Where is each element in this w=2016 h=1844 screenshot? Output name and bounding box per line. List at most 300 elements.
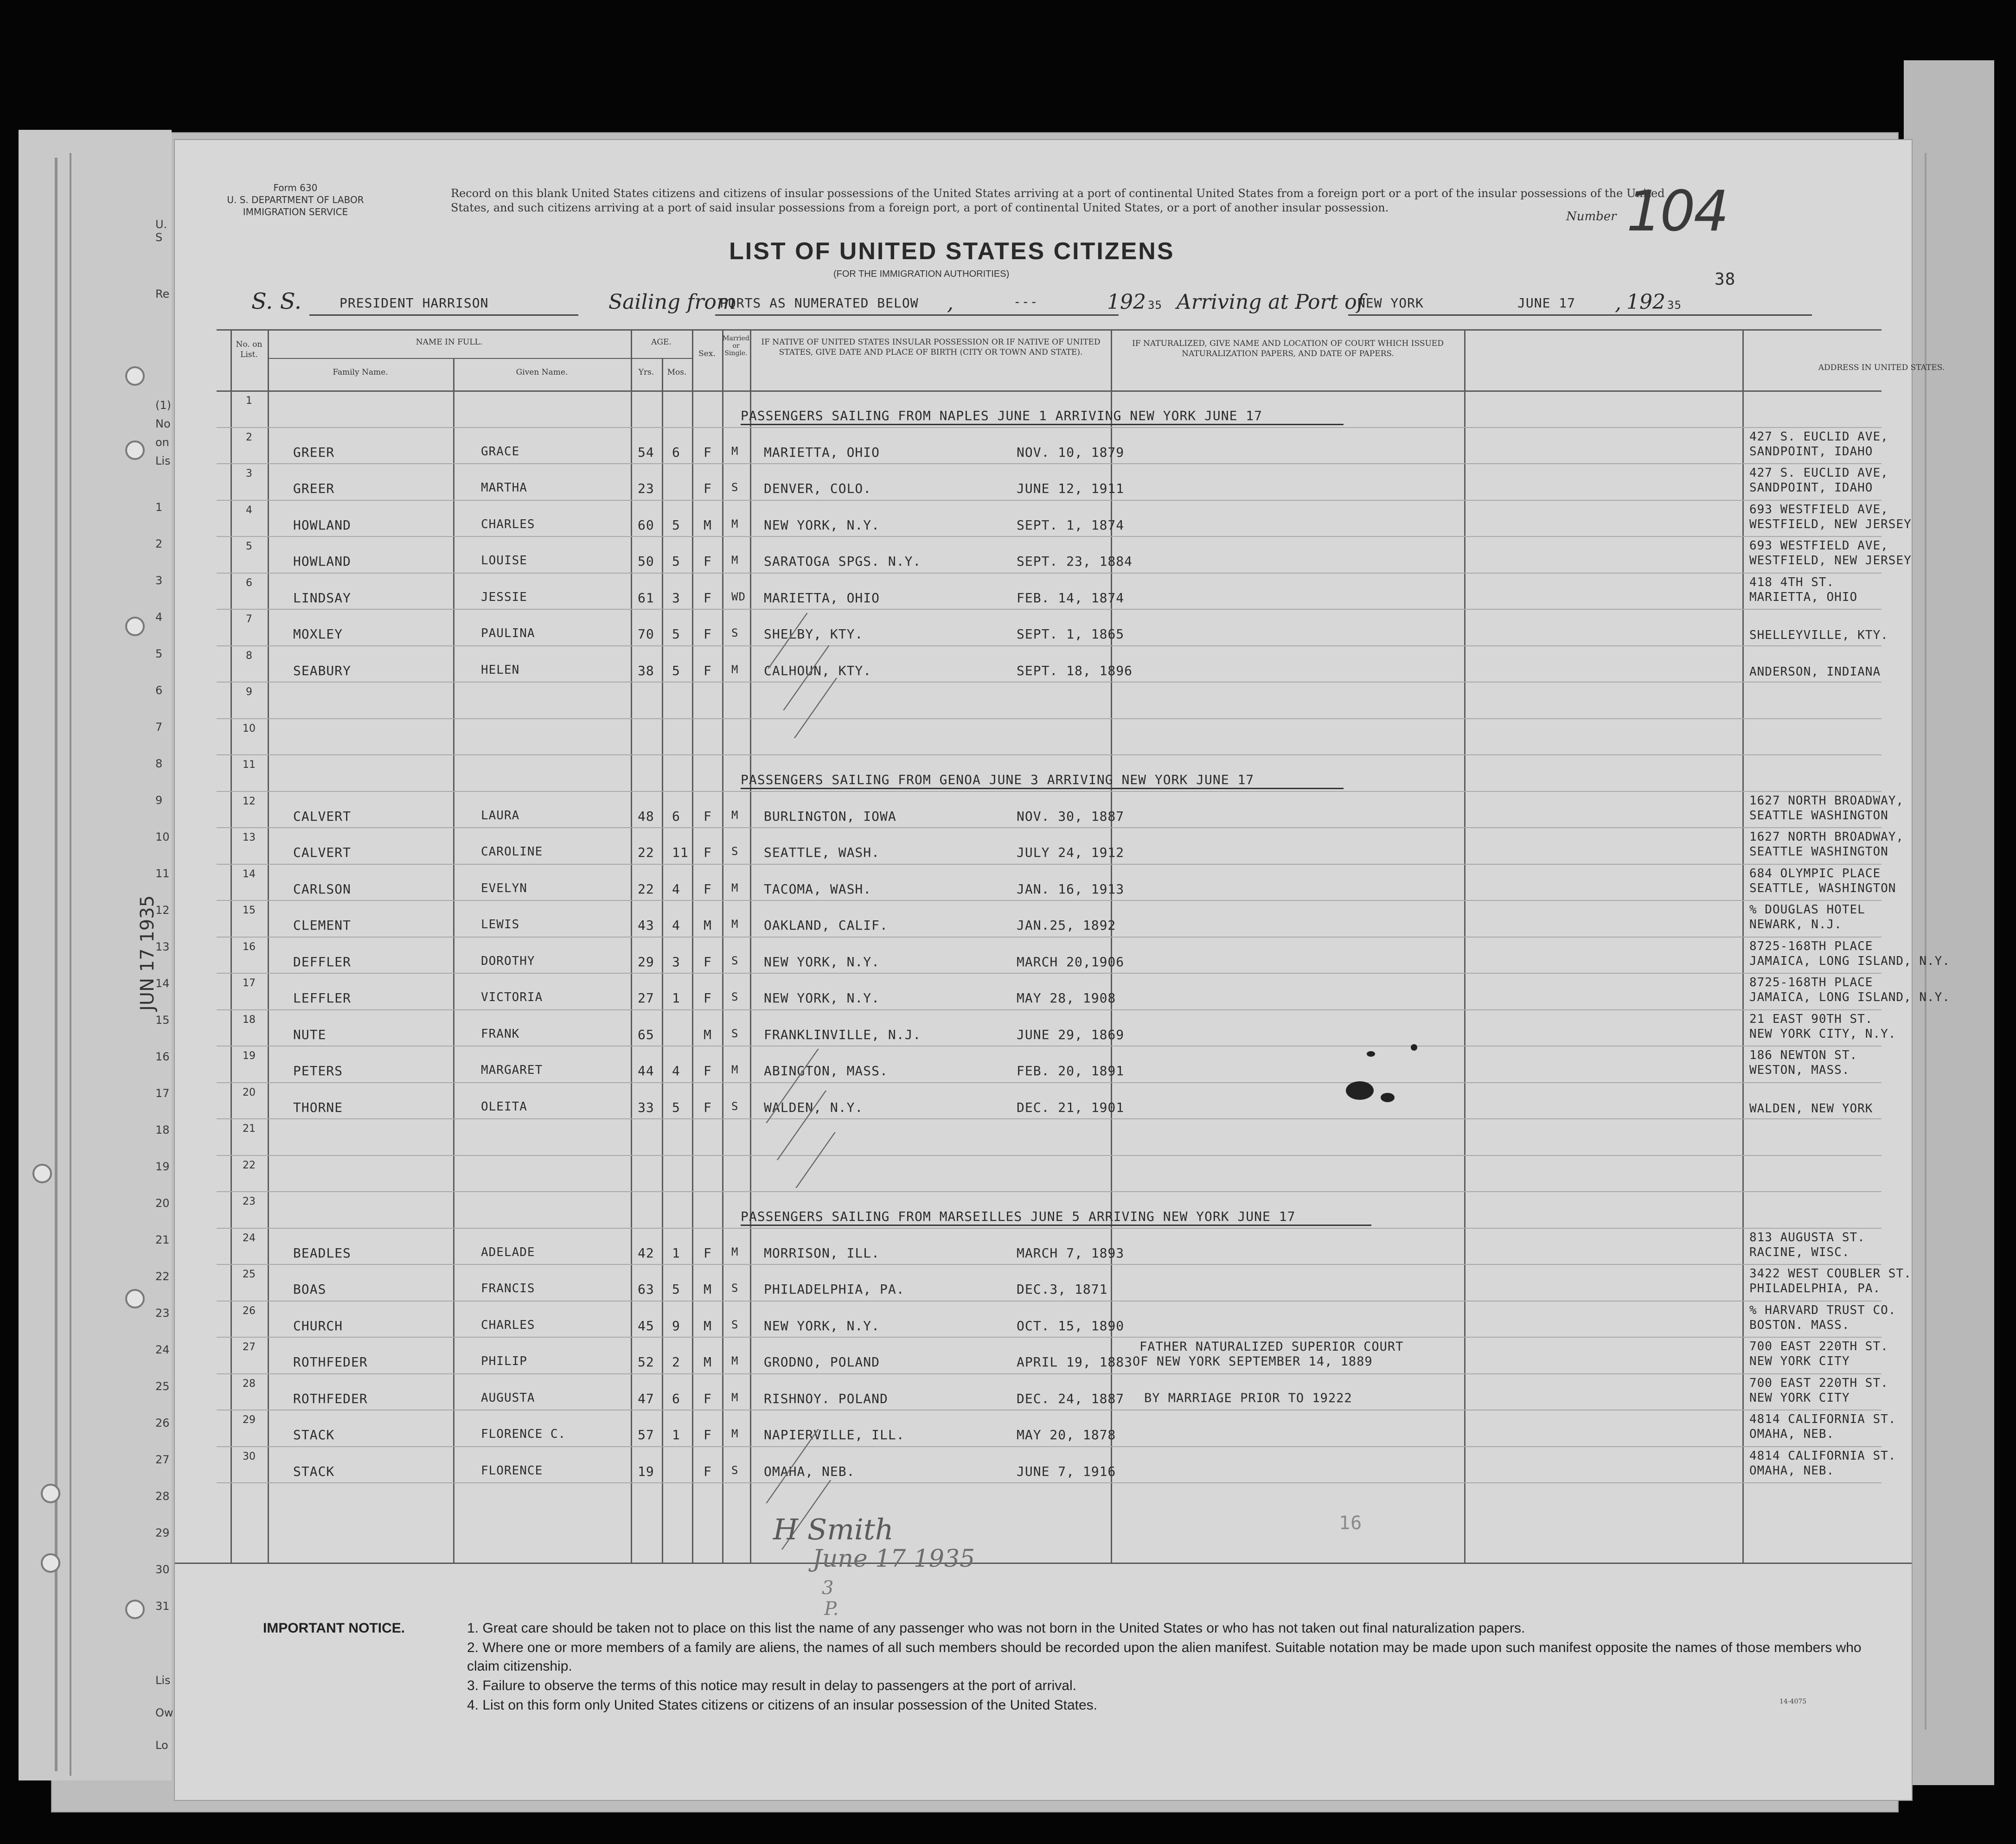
- table-row: [175, 1046, 1912, 1082]
- sex: F: [704, 481, 712, 496]
- address-line-1: 3422 WEST COUBLER ST.: [1749, 1267, 1912, 1281]
- binder-hole: [32, 1164, 52, 1183]
- naturalization-line: FATHER NATURALIZED SUPERIOR COURT: [1139, 1340, 1404, 1354]
- handwritten-initials: P.: [824, 1598, 839, 1620]
- birthplace: FRANKLINVILLE, N.J.: [764, 1027, 922, 1042]
- edge-fragment: 6: [155, 684, 163, 697]
- edge-fragment: 24: [155, 1343, 170, 1356]
- age-years: 50: [638, 554, 654, 569]
- binder-hole: [125, 440, 145, 460]
- address-line-2: SEATTLE, WASHINGTON: [1749, 881, 1896, 895]
- edge-fragment: No: [155, 417, 171, 430]
- age-months: 1: [672, 990, 680, 1006]
- edge-fragment: on: [155, 436, 169, 449]
- address-line-2: JAMAICA, LONG ISLAND, N.Y.: [1749, 954, 1950, 968]
- table-row: [175, 1337, 1912, 1373]
- age-years: 33: [638, 1099, 654, 1115]
- table-row: [175, 682, 1912, 718]
- row-number: 29: [243, 1414, 256, 1426]
- ink-blot: [1367, 1051, 1375, 1057]
- birthplace: PHILADELPHIA, PA.: [764, 1282, 905, 1297]
- section-heading: PASSENGERS SAILING FROM NAPLES JUNE 1 ARRIVING NEW YORK JUNE 17: [741, 408, 1263, 423]
- age-months: 5: [672, 554, 680, 569]
- binder-hole: [125, 1600, 145, 1619]
- edge-fragment: 10: [155, 830, 170, 843]
- edge-fragment: 30: [155, 1563, 170, 1576]
- address-line-1: 693 WESTFIELD AVE,: [1749, 502, 1888, 517]
- given-name: FRANCIS: [481, 1282, 535, 1295]
- marital-status: S: [731, 1027, 739, 1040]
- edge-fragment: 4: [155, 611, 163, 624]
- address-line-1: % HARVARD TRUST CO.: [1749, 1303, 1896, 1317]
- birth-date: OCT. 15, 1890: [1017, 1318, 1125, 1334]
- age-months: 5: [672, 1099, 680, 1115]
- birth-date: SEPT. 1, 1874: [1017, 517, 1125, 533]
- given-name: FLORENCE: [481, 1463, 543, 1478]
- notice-heading: IMPORTANT NOTICE.: [263, 1621, 405, 1636]
- family-name: STACK: [293, 1463, 335, 1479]
- age-years: 23: [638, 481, 654, 496]
- table-row: [175, 1228, 1912, 1264]
- table-row: [175, 973, 1950, 1009]
- table-row: [175, 390, 1912, 427]
- age-months: 6: [672, 444, 680, 460]
- age-years: 45: [638, 1318, 654, 1334]
- edge-fragment: U. S: [155, 218, 167, 244]
- record-note: Record on this blank United States citizens and citizens of insular possessions of the United States arriving at a port of continental United States from a foreign port or a port of the insular possessions of the United States, and such citizens arriving at a port of said insular possessions from a foreign port, a port of continental United States, or a port of another insular possession.: [451, 187, 1665, 214]
- table-row: [175, 609, 1912, 645]
- marital-status: WD: [731, 590, 746, 603]
- section-heading: PASSENGERS SAILING FROM GENOA JUNE 3 ARRIVING NEW YORK JUNE 17: [741, 772, 1254, 787]
- edge-fragment: 29: [155, 1526, 170, 1539]
- family-name: PETERS: [293, 1063, 343, 1078]
- birthplace: ABINGTON, MASS.: [764, 1063, 888, 1078]
- address-line-2: WESTFIELD, NEW JERSEY: [1749, 517, 1912, 531]
- row-number: 3: [246, 468, 252, 479]
- marital-status: S: [731, 1099, 739, 1113]
- family-name: LEFFLER: [293, 990, 352, 1006]
- birth-date: JULY 24, 1912: [1017, 845, 1125, 860]
- sex: F: [704, 990, 712, 1006]
- age-years: 57: [638, 1427, 654, 1442]
- col-header-name: NAME IN FULL.: [416, 338, 483, 347]
- ship-name: PRESIDENT HARRISON: [339, 295, 489, 311]
- birth-date: MARCH 20,1906: [1017, 954, 1125, 970]
- age-years: 19: [638, 1463, 654, 1479]
- given-name: MARGARET: [481, 1063, 543, 1077]
- arrival-port: NEW YORK: [1357, 295, 1424, 311]
- row-number: 12: [243, 795, 256, 807]
- address-line-1: 186 NEWTON ST.: [1749, 1048, 1858, 1062]
- age-years: 29: [638, 954, 654, 970]
- table-row: [175, 1301, 1912, 1337]
- address-line-2: WESTON, MASS.: [1749, 1063, 1850, 1077]
- address-line-1: 813 AUGUSTA ST.: [1749, 1230, 1865, 1244]
- age-months: 5: [672, 517, 680, 533]
- row-number: 30: [243, 1450, 256, 1462]
- table-row: [175, 500, 1912, 536]
- page-mark: 38: [1715, 270, 1736, 289]
- row-number: 24: [243, 1232, 256, 1244]
- edge-fragment: (1): [155, 399, 171, 412]
- edge-fragment: 23: [155, 1307, 170, 1320]
- row-number: 8: [246, 650, 252, 662]
- table-row: [175, 645, 1912, 682]
- sex: F: [704, 444, 712, 460]
- naturalization-line: BY MARRIAGE PRIOR TO 19222: [1144, 1391, 1352, 1405]
- section-underline: [741, 1225, 1371, 1226]
- address-line-2: WALDEN, NEW YORK: [1749, 1101, 1873, 1116]
- age-months: 11: [672, 845, 689, 860]
- sailing-comma: ,: [947, 291, 954, 315]
- birth-date: SEPT. 1, 1865: [1017, 626, 1125, 642]
- section-heading: PASSENGERS SAILING FROM MARSEILLES JUNE 5 ARRIVING NEW YORK JUNE 17: [741, 1209, 1296, 1224]
- address-line-2: OMAHA, NEB.: [1749, 1427, 1835, 1441]
- marital-status: S: [731, 845, 739, 858]
- page-title: LIST OF UNITED STATES CITIZENS: [729, 238, 1175, 265]
- row-number: 5: [246, 541, 252, 552]
- given-name: LEWIS: [481, 918, 520, 932]
- table-row: [175, 1264, 1912, 1301]
- edge-fragment: 19: [155, 1160, 170, 1173]
- birthplace: MORRISON, ILL.: [764, 1245, 880, 1261]
- naturalization-line: OF NEW YORK SEPTEMBER 14, 1889: [1133, 1354, 1373, 1369]
- birthplace: NEW YORK, N.Y.: [764, 517, 880, 533]
- age-years: 63: [638, 1282, 654, 1297]
- row-number: 16: [243, 941, 256, 953]
- sailing-dashes: ---: [1013, 294, 1038, 309]
- col-header-age: AGE.: [651, 338, 672, 347]
- table-row: [175, 573, 1912, 609]
- notice-item: 4. List on this form only United States citizens or citizens of an insular possession of the United States.: [467, 1697, 1098, 1713]
- birth-date: JUNE 7, 1916: [1017, 1463, 1116, 1479]
- age-years: 52: [638, 1354, 654, 1370]
- given-name: GRACE: [481, 444, 520, 459]
- birthplace: NEW YORK, N.Y.: [764, 1318, 880, 1334]
- birthplace: GRODNO, POLAND: [764, 1354, 880, 1370]
- address-line-2: OMAHA, NEB.: [1749, 1463, 1835, 1478]
- birth-date: JUNE 12, 1911: [1017, 481, 1125, 496]
- age-years: 70: [638, 626, 654, 642]
- given-name: OLEITA: [481, 1099, 527, 1114]
- table-row: [175, 864, 1912, 900]
- col-header-sex: Sex.: [698, 349, 716, 358]
- form-code: 14-4075: [1779, 1698, 1807, 1705]
- year-suffix-1: 35: [1148, 299, 1162, 312]
- birth-date: SEPT. 23, 1884: [1017, 554, 1133, 569]
- marital-status: S: [731, 954, 739, 967]
- section-underline: [741, 788, 1344, 789]
- given-name: EVELYN: [481, 881, 527, 895]
- table-row: [175, 427, 1912, 464]
- age-months: 3: [672, 590, 680, 606]
- given-name: PHILIP: [481, 1354, 527, 1368]
- given-name: CHARLES: [481, 517, 535, 531]
- inspector-signature: H Smith: [773, 1512, 894, 1546]
- col-header-yrs: Yrs.: [638, 368, 654, 377]
- row-number: 10: [243, 722, 256, 734]
- row-number: 21: [243, 1123, 256, 1135]
- family-name: CALVERT: [293, 845, 352, 860]
- address-line-2: BOSTON. MASS.: [1749, 1318, 1850, 1332]
- family-name: LINDSAY: [293, 590, 352, 606]
- birth-date: MAY 28, 1908: [1017, 990, 1116, 1006]
- table-row: [175, 536, 1912, 573]
- family-name: BEADLES: [293, 1245, 352, 1261]
- sex: M: [704, 517, 712, 533]
- handwritten-initials: 3: [822, 1577, 834, 1599]
- sex: F: [704, 663, 712, 678]
- family-name: ROTHFEDER: [293, 1391, 368, 1406]
- sailing-from-label: Sailing from: [608, 290, 736, 314]
- list-number: 104: [1626, 179, 1728, 244]
- form-number: Form 630: [273, 182, 318, 193]
- col-header-birthplace: IF NATIVE OF UNITED STATES INSULAR POSSESSION OR IF NATIVE OF UNITED STATES, GIVE DATE AND PLACE OF BIRTH (CITY OR TOWN AND STATE).: [761, 338, 1101, 357]
- address-line-2: SANDPOINT, IDAHO: [1749, 481, 1873, 495]
- given-name: PAULINA: [481, 626, 535, 640]
- age-years: 43: [638, 918, 654, 933]
- address-line-2: NEW YORK CITY, N.Y.: [1749, 1027, 1896, 1041]
- address-line-2: JAMAICA, LONG ISLAND, N.Y.: [1749, 990, 1950, 1004]
- birthplace: RISHNOY. POLAND: [764, 1391, 888, 1406]
- birthplace: SHELBY, KTY.: [764, 626, 864, 642]
- marital-status: M: [731, 1063, 739, 1076]
- age-years: 47: [638, 1391, 654, 1406]
- row-number: 6: [246, 577, 252, 589]
- family-name: HOWLAND: [293, 554, 352, 569]
- table-row: [175, 1118, 1912, 1155]
- age-years: 65: [638, 1027, 654, 1042]
- notice-item: 3. Failure to observe the terms of this notice may result in delay to passengers at the port of arrival.: [467, 1678, 1076, 1693]
- sex: F: [704, 1463, 712, 1479]
- edge-fragment: 27: [155, 1453, 170, 1466]
- sex: F: [704, 1427, 712, 1442]
- row-number: 26: [243, 1305, 256, 1317]
- family-name: GREER: [293, 444, 335, 460]
- birthplace: CALHOUN, KTY.: [764, 663, 872, 678]
- age-months: 5: [672, 1282, 680, 1297]
- binder-hole: [125, 1289, 145, 1308]
- ss-label: S. S.: [251, 288, 302, 314]
- age-years: 42: [638, 1245, 654, 1261]
- age-months: 6: [672, 808, 680, 824]
- address-line-1: 1627 NORTH BROADWAY,: [1749, 793, 1904, 808]
- sex: M: [704, 918, 712, 933]
- section-underline: [741, 424, 1344, 425]
- given-name: CAROLINE: [481, 845, 543, 859]
- age-years: 61: [638, 590, 654, 606]
- passenger-table: [175, 140, 1950, 1577]
- notice-item: 1. Great care should be taken not to place on this list the name of any passenger who was not born in the United States or who has not taken out final naturalization papers.: [467, 1621, 1525, 1636]
- edge-fragment: Lis: [155, 454, 171, 467]
- edge-fragment: 9: [155, 794, 163, 807]
- age-years: 22: [638, 881, 654, 897]
- birthplace: MARIETTA, OHIO: [764, 444, 880, 460]
- table-row: [175, 1155, 1912, 1192]
- table-row: [175, 754, 1912, 791]
- row-number: 19: [243, 1050, 256, 1062]
- address-line-2: NEW YORK CITY: [1749, 1354, 1850, 1368]
- age-years: 44: [638, 1063, 654, 1078]
- address-line-1: 1627 NORTH BROADWAY,: [1749, 830, 1904, 844]
- address-line-1: 418 4TH ST.: [1749, 575, 1835, 589]
- edge-fragment: 13: [155, 940, 170, 953]
- table-row: [175, 1446, 1912, 1483]
- row-number: 23: [243, 1196, 256, 1207]
- sex: F: [704, 626, 712, 642]
- given-name: LOUISE: [481, 554, 527, 568]
- marital-status: M: [731, 808, 739, 822]
- number-label: Number: [1566, 210, 1617, 223]
- given-name: CHARLES: [481, 1318, 535, 1332]
- edge-fragment: 16: [155, 1050, 170, 1063]
- edge-fragment: Re: [155, 287, 170, 300]
- address-line-2: ANDERSON, INDIANA: [1749, 664, 1881, 679]
- edge-fragment: 21: [155, 1233, 170, 1246]
- edge-fragment: 28: [155, 1490, 170, 1503]
- sex: F: [704, 554, 712, 569]
- table-row: [175, 827, 1912, 864]
- edge-fragment: 15: [155, 1014, 170, 1027]
- age-months: 4: [672, 1063, 680, 1078]
- table-row: [175, 791, 1912, 828]
- age-years: 60: [638, 517, 654, 533]
- sex: F: [704, 1099, 712, 1115]
- age-months: 5: [672, 663, 680, 678]
- table-row: [175, 463, 1912, 500]
- adjacent-sheet-edge: [1904, 60, 1994, 1785]
- edge-fragment: 12: [155, 904, 170, 917]
- edge-fragment: 2: [155, 537, 163, 550]
- marital-status: M: [731, 554, 739, 567]
- ink-blot: [1411, 1044, 1417, 1051]
- age-years: 48: [638, 808, 654, 824]
- family-name: SEABURY: [293, 663, 352, 678]
- edge-fragment: 25: [155, 1380, 170, 1393]
- edge-fragment: 11: [155, 867, 170, 880]
- address-line-1: 693 WESTFIELD AVE,: [1749, 539, 1888, 553]
- edge-fragment: 22: [155, 1270, 170, 1283]
- age-months: 2: [672, 1354, 680, 1370]
- age-months: 1: [672, 1427, 680, 1442]
- edge-fragment: 20: [155, 1197, 170, 1210]
- col-header-given: Given Name.: [516, 368, 568, 377]
- col-header-married: Married or Single.: [723, 335, 749, 357]
- address-line-1: 8725-168TH PLACE: [1749, 939, 1873, 953]
- col-header-address: ADDRESS IN UNITED STATES.: [1818, 363, 1945, 372]
- sex: M: [704, 1318, 712, 1334]
- col-header-mos: Mos.: [667, 368, 687, 377]
- col-header-no: No. on List.: [236, 340, 262, 359]
- marital-status: S: [731, 1318, 739, 1331]
- row-number: 17: [243, 977, 256, 989]
- birth-date: JUNE 29, 1869: [1017, 1027, 1125, 1042]
- birth-date: APRIL 19, 1883: [1017, 1354, 1133, 1370]
- marital-status: M: [731, 1391, 739, 1404]
- address-line-2: SEATTLE WASHINGTON: [1749, 808, 1888, 823]
- family-name: CLEMENT: [293, 918, 352, 933]
- row-number: 28: [243, 1378, 256, 1390]
- edge-fragment: Ow: [155, 1706, 173, 1719]
- birthplace: NAPIERVILLE, ILL.: [764, 1427, 905, 1442]
- address-line-2: SANDPOINT, IDAHO: [1749, 444, 1873, 459]
- row-rule: [217, 1482, 1882, 1483]
- edge-fragment: 14: [155, 977, 170, 990]
- row-number: 15: [243, 905, 256, 916]
- marital-status: M: [731, 1427, 739, 1440]
- edge-fragment: 8: [155, 757, 163, 770]
- address-line-2: NEWARK, N.J.: [1749, 918, 1842, 932]
- given-name: MARTHA: [481, 481, 527, 495]
- address-line-1: 4814 CALIFORNIA ST.: [1749, 1448, 1896, 1463]
- row-number: 22: [243, 1159, 256, 1171]
- binder-hole: [125, 617, 145, 636]
- age-months: 4: [672, 881, 680, 897]
- table-row: [175, 900, 1912, 937]
- edge-fragment: 31: [155, 1600, 170, 1613]
- given-name: LAURA: [481, 808, 520, 823]
- row-number: 13: [243, 832, 256, 843]
- birthplace: OAKLAND, CALIF.: [764, 918, 888, 933]
- edge-fragment: 7: [155, 721, 163, 734]
- marital-status: M: [731, 663, 739, 676]
- ink-blot: [1381, 1093, 1395, 1102]
- sex: M: [704, 1282, 712, 1297]
- sex: M: [704, 1354, 712, 1370]
- age-years: 38: [638, 663, 654, 678]
- table-row: [175, 1191, 1912, 1228]
- birth-date: NOV. 30, 1887: [1017, 808, 1125, 824]
- sex: F: [704, 1245, 712, 1261]
- year-prefix-2: 192: [1626, 290, 1665, 314]
- birth-date: DEC.3, 1871: [1017, 1282, 1108, 1297]
- col-header-family: Family Name.: [333, 368, 388, 377]
- marital-status: M: [731, 444, 739, 458]
- family-name: ROTHFEDER: [293, 1354, 368, 1370]
- birthplace: SEATTLE, WASH.: [764, 845, 880, 860]
- birth-date: SEPT. 18, 1896: [1017, 663, 1133, 678]
- service-name: IMMIGRATION SERVICE: [243, 206, 348, 217]
- birth-date: NOV. 10, 1879: [1017, 444, 1125, 460]
- age-months: 1: [672, 1245, 680, 1261]
- binder-line: [55, 158, 58, 1771]
- age-years: 27: [638, 990, 654, 1006]
- birth-date: DEC. 24, 1887: [1017, 1391, 1125, 1406]
- birth-date: MARCH 7, 1893: [1017, 1245, 1125, 1261]
- receipt-date-stamp: JUN 17 1935: [137, 895, 158, 1011]
- address-line-1: 8725-168TH PLACE: [1749, 976, 1873, 989]
- table-row: [175, 1009, 1912, 1046]
- edge-fragment: 1: [155, 501, 163, 514]
- age-years: 54: [638, 444, 654, 460]
- address-line-2: NEW YORK CITY: [1749, 1391, 1850, 1405]
- given-name: JESSIE: [481, 590, 527, 604]
- sex: F: [704, 954, 712, 970]
- row-number: 25: [243, 1269, 256, 1280]
- family-name: STACK: [293, 1427, 335, 1442]
- row-number: 1: [246, 395, 252, 407]
- address-line-1: 700 EAST 220TH ST.: [1749, 1340, 1888, 1353]
- marital-status: M: [731, 1245, 739, 1258]
- given-name: DOROTHY: [481, 954, 535, 968]
- address-line-2: MARIETTA, OHIO: [1749, 590, 1858, 604]
- birth-date: JAN. 16, 1913: [1017, 881, 1125, 897]
- birthplace: DENVER, COLO.: [764, 481, 872, 496]
- year-suffix-2: 35: [1667, 299, 1682, 312]
- edge-fragment: 18: [155, 1123, 170, 1136]
- arrival-date: JUNE 17: [1517, 295, 1576, 311]
- family-name: CARLSON: [293, 881, 352, 897]
